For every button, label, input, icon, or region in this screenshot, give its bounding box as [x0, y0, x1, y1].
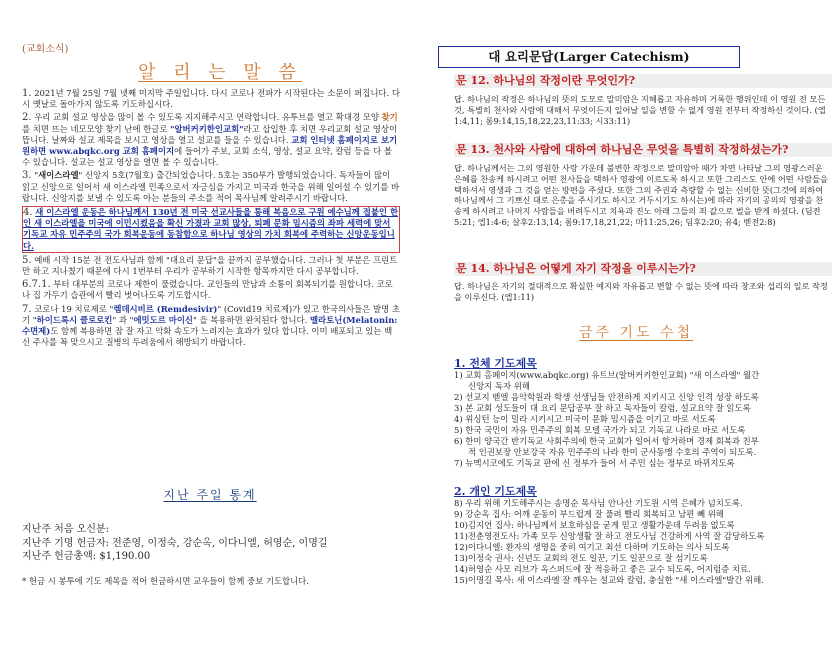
church-news-tag: (교회소식) — [22, 44, 69, 55]
prayer-item: 8) 우리 위해 기도해주시는 송명순 목사님 안나산 기도원 시역 은혜가 넘치도록. — [454, 498, 743, 508]
prayer-item: 12)이다니엘: 환자의 생명을 중히 여기고 최선 다하며 기도하는 의사 되도록 — [454, 542, 730, 552]
announcement-5: 5. 예배 시작 15분 전 전도사님과 함께 "대요리 문답"을 끝까지 공부했습니다. 그러나 첫 부분은 프린트만 하고 지나쳤기 때문에 다시 1번부터 우리가 공부하기 시작한 항목까지만 다시 공부합니다. — [22, 254, 398, 277]
personal-prayer-heading: 2. 개인 기도제목 — [454, 485, 537, 498]
announcements-title: 알 리 는 말 씀 — [138, 62, 302, 83]
prayer-item: 15)이명길 목사: 새 이스라엘 잘 깨우는 설교와 칼럼, 충실한 "새 이스라엘"발간 위해. — [454, 575, 764, 585]
prayer-item: 10)김지언 집사: 하나님께서 보호하심을 굳게 믿고 생활가운데 두려움 없도록 — [454, 520, 735, 530]
announcement-1: 1. 2021년 7월 25일 7월 넷째 미지막 주일입니다. 다시 코로나 전파가 시작된다는 소문이 퍼집니다. 다시 옛날로 돌아가지 않도록 기도하십시다. — [22, 88, 400, 110]
prayer-item: 5) 한국 국민이 자유 민주주의 회복 모델 국가가 되고 기독교 나라로 바로 서도록 — [454, 425, 746, 435]
prayer-item: 1) 교회 홈페이지(www.abqkc.org) 유트브(알버커키한인교회) "새 이스라엘" 월간 — [454, 370, 760, 380]
answer-13: 답. 하나님께서는 그의 영원한 사랑 가운데 불변한 작정으로 말미암아 때가 차면 나타날 그의 영광스러운 은혜를 찬송케 하시려고 어떤 천사들을 택하사 영광에 이르도록 하시고 또한 그리스도 안에 어떤 사람들을 택하셔서 영생과 그 것을 얻는 방편을 주셨다. 또한 그의 주권과 측량할 수 없는 신비한 뜻(그것에 의하여 하나님께서 그 기쁘신 대로 은총을 주시기도 하시고 거두시기도 하시는)에 따라 자기의 공의의 영광을 찬송케 하시려고 나머지 사람들을 버려두시고 치욕과 진노 아래 그들의 죄 값으로 벌을 받게 하셨다. (딤전5:21; 엡1:4-6; 살후2:13,14; 롬9:17,18,21,22; 마11:25,26; 딤후2:20; 유4; 벧전2:8) — [454, 163, 828, 227]
answer-12: 답. 하나님의 작정은 하나님의 뜻의 도모로 말미암은 지혜롭고 자유하며 거룩한 행위인데 이 영원 전 모든 것, 특별히 천사와 사람에 대해서 무엇이든지 일어날 일을 변함 수 없게 영원 전부터 작정하신 것이다. (엡1:4,11; 롬9:14,15,18,22,23,11:33; 시33:11) — [454, 94, 826, 126]
prayer-notebook-title: 금주 기도 수첩 — [578, 325, 694, 341]
announcement-2: 2. 우리 교회 설교 영상을 많이 볼 수 있도록 지지해주시고 연락합니다. 유투브를 열고 확대경 모양 찾기를 치면 뜨는 네모모양 찾기 난에 한글로 "알버커키한인교회"라고 삽입한 후 치면 우리교회 설교 영상이 뜹니다. 날짜와 설교 제목을 보시고 영상을 열고 설교를 들을 수 있습니다. 교회 인터넷 홈페이지로 보기 원하면 www.abqkc.org 교회 홈페이지에 들어가 주보, 교회 소식, 영상, 설교 요약, 칼럼 등을 다 볼 수 있습니다. 설교는 설교 영상을 열면 볼 수 있습니다. — [22, 112, 398, 168]
prayer-item: 3) 본 교회 성도들이 대 요리 문답공부 잘 하고 독자들이 칼럼, 설교요약 잘 읽도록 — [454, 403, 751, 413]
prayer-item: 9) 강순옥 집사: 어깨 운동이 부드럽게 잘 풀려 빨리 회복되고 남편 뻬 위해 — [454, 509, 724, 519]
prayer-item: 신앙지 독자 위해 — [468, 381, 530, 391]
prayer-item: 14)허영순 사모 리브가 옥스퍼드에 잘 적응하고 좋은 교수 되도록, 어지럼증 치료. — [454, 564, 751, 574]
personal-prayer-list — [454, 498, 830, 586]
question-13: 문 13. 천사와 사람에 대하여 하나님은 무엇을 특별히 작정하셨는가? — [454, 143, 832, 157]
stats-list — [22, 523, 392, 564]
prayer-item: 적 인권보장 안보강국 자유 민주주의 나라 한미 군사동맹 수호의 주역이 되도록. — [468, 447, 757, 457]
offering-footnote: * 헌금 시 봉투에 기도 제목을 적어 헌금하시면 교우들이 함께 중보 기도합니다. — [22, 576, 309, 586]
prayer-item: 11)전춘영전도사: 가족 모두 신앙생활 잘 하고 전도사님 건강하게 사역 잘 감당하도록 — [454, 531, 765, 541]
announcement-3: 3. "새이스라엘" 신앙지 5호(7월호) 출간되었습니다. 5호는 350부가 발행되었습니다. 독자들이 많이 읽고 신앙으로 일어서 새 이스라엘 민족으로서 자긍심을 가지고 미국과 한국을 위해 일어설 수 있기를 바랍니다. 신앙지를 보낼 수 있도록 아는 분들의 주소를 적어 목사님께 알려주시기 바랍니다. — [22, 170, 400, 203]
stats-line-total: 지난주 헌금총액: $1,190.00 — [22, 551, 151, 562]
prayer-item: 13)이정숙 권사: 신년도 교회의 전도 일꾼, 기도 일꾼으로 잘 섬기도록 — [454, 553, 708, 563]
announcement-6: 6.7.1. 부터 대부분의 코로나 제한이 풀렸습니다. 교인들의 만남과 소통이 회복되기를 원합니다. 코로나 집 가두기 습관에서 빨리 벗어나도록 기도합시다. — [22, 279, 393, 301]
prayer-item: 7) 뉴멕시코에도 기독교 판에 신 정부가 들어 서 주민 심는 정부로 바뀌지도록 — [454, 458, 735, 468]
announcement-4: 4. 새 이스라엘 운동은 하나님께서 130년 전 미국 선교사들을 통해 복음으로 구원 예수님께 접붙인 한인 새 이스라엘을 미국에 이민시켰음을 확신 가졌과 교회 많상, 퇴폐 문화 밈시즘의 좌파 세력에 맞서 기독교 자유 민주주의 국가 회복운동에 동참함으로 하나님 영상의 가치 회복에 주력하는 신앙운동입니다. — [22, 206, 400, 253]
catechism-title: 대 요리문답(Larger Catechism) — [438, 46, 740, 68]
overall-prayer-list — [454, 370, 830, 469]
prayer-item: 2) 선교지 벧엘 음악학원과 학생 선생님들 안전하게 지키시고 신앙 인격 성장 하도록 — [454, 392, 759, 402]
prayer-item: 4) 위싱턴 능이 밀라 시키시고 미국이 문화 밈시즘을 이기고 바로 서도록 — [454, 414, 716, 424]
homepage-link[interactable]: 교회 인터넷 홈페이지로 보기 원하면 www.abqkc.org 교회 홈페이지 — [22, 134, 398, 157]
answer-14: 답. 하나님은 자기의 절대적으로 확실한 예지와 자유롭고 변할 수 없는 뜻에 따라 창조와 섭리의 일로 작정을 이루신다. (엡1:11) — [454, 281, 828, 302]
stats-line-donors: 지난주 기명 헌금자: 전준영, 이정숙, 강순옥, 이다니엘, 허영순, 이명길 — [22, 537, 328, 549]
last-week-stats-title: 지난 주일 통계 — [163, 488, 257, 502]
prayer-item: 6) 한미 양국간 반기독교 사회주의에 한국 교회가 일어서 항거하며 경제 회복과 친부 — [454, 436, 759, 446]
question-14: 문 14. 하나님은 어떻게 자기 작정을 이루시는가? — [454, 262, 832, 276]
question-12: 문 12. 하나님의 작정이란 무엇인가? — [454, 74, 832, 88]
announcement-7: 7. 코로나 19 치료제로 "렘데시비르 (Remdesivir)" (Covid19 치료제)가 있고 한국의사들은 발명 초기 "하이드록시 클로로킨" 과 "에밋도르 마이신" 을 복용하면 완치된다 합니다. 멜라토닌(Melatonin:수면제)도 함께 복용하면 잠 잘 자고 악화 속도가 느려지는 효과가 있다 합니다. 이미 배포되고 있는 백신 주사를 꼭 맞으시고 질병의 두려움에서 해방되기 바랍니다. — [22, 303, 400, 348]
overall-prayer-heading: 1. 전체 기도제목 — [454, 357, 537, 370]
stats-line-newcomers: 지난주 처음 오신분: — [22, 524, 110, 535]
announcements-list — [22, 88, 400, 350]
